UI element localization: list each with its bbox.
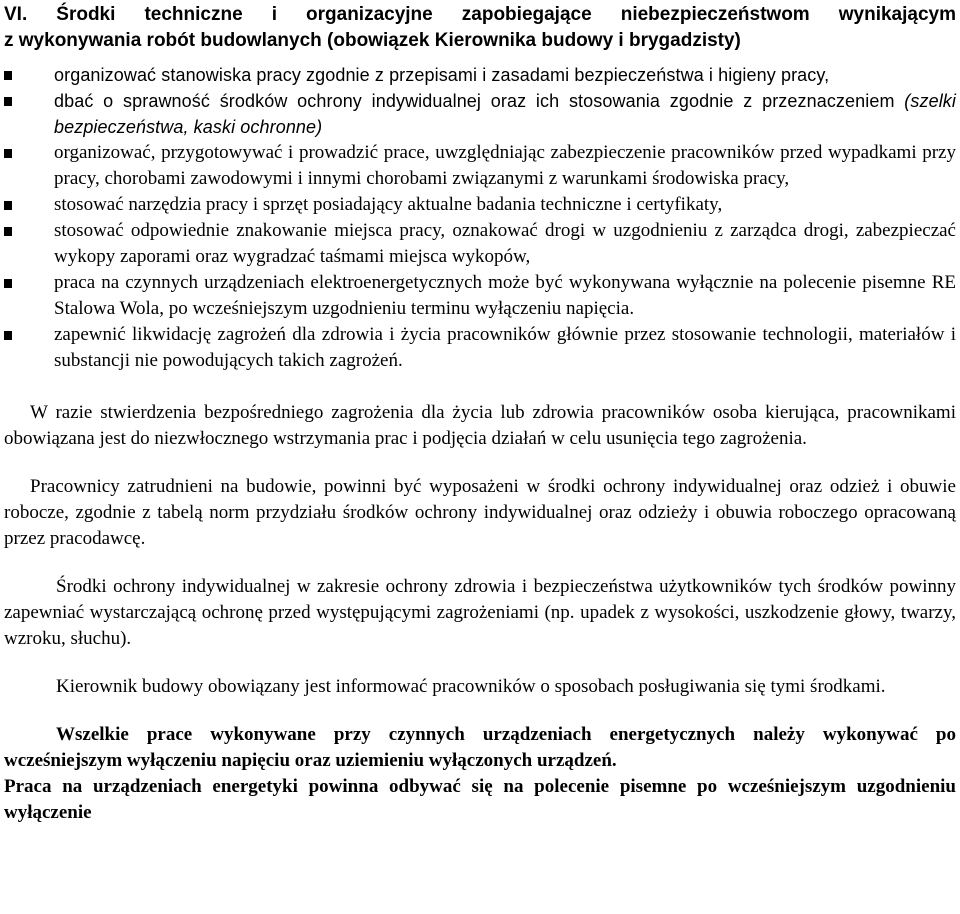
square-bullet-icon — [4, 331, 12, 340]
square-bullet-icon — [4, 227, 12, 236]
list-item-italic-note: (szelki bezpieczeństwa, kaski ochronne) — [54, 91, 956, 137]
section-heading-line-1: VI. Środki techniczne i organizacyjne zapobiegające niebezpieczeństwom wynikającym — [4, 4, 956, 25]
section-heading-line-2: z wykonywania robót budowlanych (obowiązek Kierownika budowy i brygadzisty) — [4, 30, 741, 51]
square-bullet-icon — [4, 97, 12, 106]
list-item — [0, 322, 960, 374]
list-item-text: organizować stanowiska pracy zgodnie z przepisami i zasadami bezpieczeństwa i higieny pracy, — [54, 65, 830, 85]
bold-paragraph: Wszelkie prace wykonywane przy czynnych urządzeniach energetycznych należy wykonywać po wcześniejszym wyłączeniu napięciu oraz uziemieniu wyłączonych urządzeń. — [4, 724, 956, 771]
document-page — [0, 2, 960, 826]
paragraph: W razie stwierdzenia bezpośredniego zagrożenia dla życia lub zdrowia pracowników osoba kierująca, pracownikami obowiązana jest do niezwłocznego wstrzymania prac i podjęcia działań w celu usunięcia tego zagrożenia. — [4, 402, 956, 449]
list-item-text: dbać o sprawność środków ochrony indywidualnej oraz ich stosowania zgodnie z przeznaczeniem — [54, 91, 905, 111]
list-item-text: praca na czynnych urządzeniach elektroenergetycznych może być wykonywana wyłącznie na polecenie pisemne RE Stalowa Wola, po wcześniejszym uzgodnieniu terminu wyłączeniu napięcia. — [54, 272, 956, 319]
duties-list — [0, 62, 960, 374]
list-item-text: zapewnić likwidację zagrożeń dla zdrowia i życia pracowników głównie przez stosowanie technologii, materiałów i substancji nie powodujących takich zagrożeń. — [54, 324, 956, 371]
paragraph: Kierownik budowy obowiązany jest informować pracowników o sposobach posługiwania się tymi środkami. — [56, 676, 886, 697]
square-bullet-icon — [4, 201, 12, 210]
list-item-text: organizować, przygotowywać i prowadzić prace, uwzględniając zabezpieczenie pracowników przed wypadkami przy pracy, chorobami zawodowymi i innymi chorobami związanymi z warunkami środowiska pracy, — [54, 142, 956, 189]
square-bullet-icon — [4, 279, 12, 288]
list-item — [0, 192, 960, 218]
list-item-text: stosować narzędzia pracy i sprzęt posiadający aktualne badania techniczne i certyfikaty, — [54, 194, 723, 215]
section-heading — [4, 2, 956, 54]
list-item — [0, 88, 960, 140]
list-item — [0, 62, 960, 88]
paragraph: Środki ochrony indywidualnej w zakresie ochrony zdrowia i bezpieczeństwa użytkowników tych środków powinny zapewniać wystarczającą ochronę przed występującymi zagrożeniami (np. upadek z wysokości, uszkodzenie głowy, twarzy, wzroku, słuchu). — [4, 576, 956, 649]
list-item — [0, 270, 960, 322]
square-bullet-icon — [4, 149, 12, 158]
list-item — [0, 218, 960, 270]
bold-paragraph: Praca na urządzeniach energetyki powinna odbywać się na polecenie pisemne po wcześniejszym uzgodnieniu wyłączenie — [4, 776, 956, 823]
list-item-text: stosować odpowiednie znakowanie miejsca pracy, oznakować drogi w uzgodnieniu z zarządca drogi, zabezpieczać wykopy zaporami oraz wygradzać taśmami miejsca wykopów, — [54, 220, 956, 267]
square-bullet-icon — [4, 71, 12, 80]
list-item — [0, 140, 960, 192]
paragraph: Pracownicy zatrudnieni na budowie, powinni być wyposażeni w środki ochrony indywidualnej oraz odzież i obuwie robocze, zgodnie z tabelą norm przydziału środków ochrony indywidualnej oraz odzieży i obuwia roboczego opracowaną przez pracodawcę. — [4, 476, 956, 549]
